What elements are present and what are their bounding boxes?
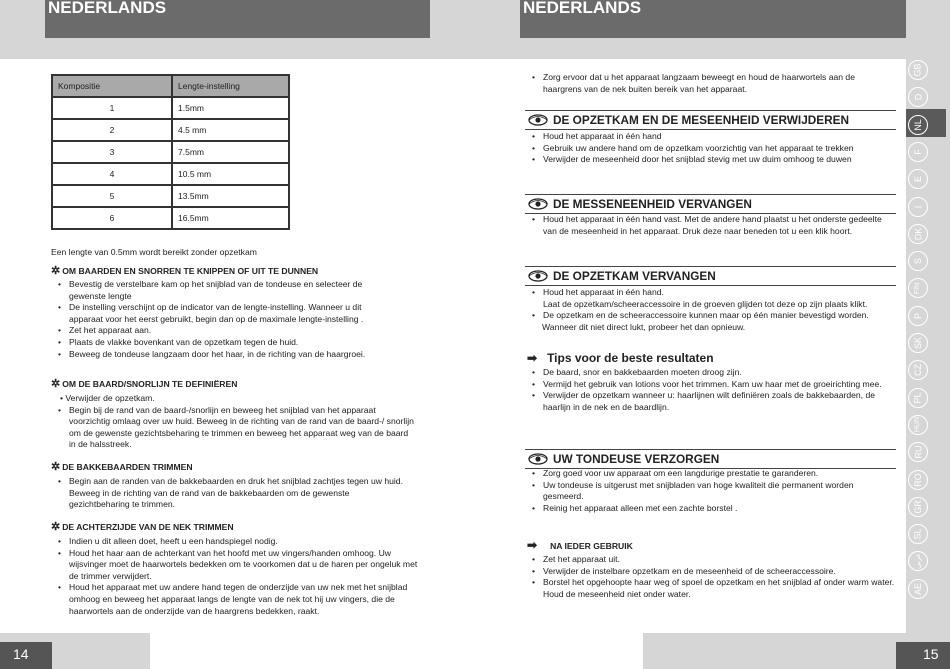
list-item: • Zet het apparaat aan. — [52, 325, 397, 337]
tips-title — [527, 351, 714, 365]
neck-list — [52, 536, 422, 617]
replace-blade-list — [526, 214, 892, 237]
arrow-right-icon: ➡ — [527, 538, 538, 552]
language-tab-ae[interactable] — [908, 579, 928, 599]
list-item: • Begin bij de rand van de baard-/snorlijn en beweeg het snijblad van het apparaat voorzichtig omlaag over uw huid. Beweeg in de richting van de rand van de baard-/ snorlijn om de gewenste gezichtsbeharing te trimmen en beweeg het apparaat weg van de baard in de halsstreek. — [52, 405, 417, 451]
list-item: • Borstel het opgehoopte haar weg of spoel de opzetkam en het snijblad af onder warm water. Houd de meseenheid niet onder water. — [526, 577, 896, 600]
list-item: • Verwijder de opzetkam wanneer u: haarlijnen wilt definiëren zoals de bakkebaarden, de haarlijn in de nek en de baardlijn. — [526, 390, 896, 413]
trim-beard-list — [52, 279, 397, 360]
table-cell: 4 — [52, 163, 172, 185]
language-tab-nl[interactable] — [908, 115, 928, 135]
eye-icon — [528, 453, 548, 465]
language-code: HUN — [914, 417, 922, 433]
table-cell: 5 — [52, 185, 172, 207]
left-page-header: NEDERLANDS — [45, 0, 430, 38]
list-item: • Houd het haar aan de achterkant van het hoofd met uw vingers/handen omhoog. Uw wijsvinger moet de haarwortels bedekken om te voorkomen dat u de haren per ongeluk met de trimmer verwijdert. — [52, 548, 422, 583]
table-row — [52, 163, 289, 185]
section-title-text: DE BAKKEBAARDEN TRIMMEN — [62, 462, 193, 472]
sideburns-list — [52, 476, 412, 511]
section-title-text: DE MESSENEENHEID VERVANGEN — [553, 197, 752, 211]
language-tab-p[interactable] — [908, 306, 928, 326]
define-line-list — [52, 393, 417, 451]
table-cell: 10.5 mm — [172, 163, 289, 185]
table-cell: 3 — [52, 141, 172, 163]
language-code: NL — [912, 118, 923, 131]
language-code: F — [913, 149, 923, 155]
intro-list — [526, 72, 886, 95]
tips-list — [526, 367, 896, 413]
after-use-title — [527, 539, 633, 552]
table-row — [52, 97, 289, 119]
list-item: • De opzetkam en de scheeraccessoire kunnen maar op één manier bevestigd worden. — [526, 310, 898, 322]
list-item: • Uw tondeuse is uitgerust met snijbladen van hoge kwaliteit die permanent worden gesmeerd. — [526, 480, 896, 503]
table-header-cell: Lengte-instelling — [172, 75, 289, 97]
list-item-continuation: Wanneer dit niet direct lukt, probeer het dan opnieuw. — [542, 321, 746, 332]
section-header-remove — [525, 110, 896, 130]
after-use-list — [526, 554, 896, 600]
list-item: • Houd het apparaat in één hand — [526, 131, 896, 143]
language-code: PL — [912, 392, 923, 404]
list-item: • Begin aan de randen van de bakkebaarden en druk het snijblad zachtjes tegen uw huid. Beweeg in de richting van de rand van de bakkebaarden om de gewenste gezichtbeharing te trimmen. — [52, 476, 412, 511]
table-cell: 13.5mm — [172, 185, 289, 207]
table-cell: 2 — [52, 119, 172, 141]
table-row — [52, 141, 289, 163]
language-code: I — [912, 205, 923, 208]
list-item: • Beweeg de tondeuse langzaam door het haar, in de richting van de haargroei. — [52, 349, 397, 361]
language-code: عربي — [914, 553, 922, 570]
list-item: • Gebruik uw andere hand om de opzetkam voorzichtig van het apparaat te trekken — [526, 143, 896, 155]
language-code: S — [912, 258, 923, 265]
list-item-text: Indien u dit alleen doet, heeft u een handspiegel nodig. — [69, 536, 278, 546]
sun-icon: ✲ — [51, 265, 61, 277]
language-tab-pl[interactable] — [908, 388, 928, 408]
language-tab-gb[interactable] — [908, 60, 928, 80]
section-header-replace-blade — [525, 194, 896, 214]
section-title-text: OM BAARDEN EN SNORREN TE KNIPPEN OF UIT TE DUNNEN — [62, 266, 319, 276]
list-item: • Houd het apparaat in één hand vast. Met de andere hand plaatst u het onderste gedeelte van de meseenheid in het apparaat. Druk deze naar beneden tot u een klik hoort. — [526, 214, 892, 237]
list-item-plain — [52, 536, 422, 548]
table-row — [52, 119, 289, 141]
language-code: RU — [913, 445, 923, 459]
list-item: • Verwijder de instelbare opzetkam en de meseenheid of de scheeraccessoire. — [526, 566, 896, 578]
section-title-neck — [51, 521, 234, 533]
length-setting-table — [51, 74, 290, 230]
table-cell: 1.5mm — [172, 97, 289, 119]
list-item: • Zorg ervoor dat u het apparaat langzaam beweegt en houd de haarwortels aan de haargrens van de nek buiten bereik van het apparaat. — [526, 72, 886, 95]
table-cell: 6 — [52, 207, 172, 229]
language-code: SK — [912, 336, 923, 350]
replace-comb-list — [526, 287, 898, 333]
table-header-row — [52, 75, 289, 97]
language-tab-dk[interactable] — [908, 224, 928, 244]
section-header-care — [525, 449, 896, 469]
language-code: DK — [912, 227, 923, 241]
section-title-trim-beard — [51, 265, 318, 277]
language-tab-s[interactable] — [908, 251, 928, 271]
table-cell: 16.5mm — [172, 207, 289, 229]
eye-icon — [528, 198, 548, 210]
table-row — [52, 207, 289, 229]
list-item: • Reinig het apparaat alleen met een zachte borstel . — [526, 503, 896, 515]
language-code: P — [912, 312, 923, 319]
remove-list — [526, 131, 896, 166]
language-code: CZ — [913, 364, 923, 377]
length-note: Een lengte van 0.5mm wordt bereikt zonder opzetkam — [51, 247, 257, 257]
language-code: SL — [912, 528, 923, 540]
list-item: • Houd het apparaat in één hand. — [526, 287, 898, 299]
language-tab-sl[interactable] — [908, 524, 928, 544]
right-page-number: 15 — [896, 642, 950, 669]
table-row — [52, 185, 289, 207]
language-tab-sk[interactable] — [908, 333, 928, 353]
list-item: • Houd het apparaat met uw andere hand tegen de onderzijde van uw nek met het snijblad omhoog en beweeg het apparaat langs de lengte van de nek tot hij uw vingers, die de haarwortels aan de onderzijde van de haargrens bedekken, raakt. — [52, 582, 422, 617]
language-code: GB — [912, 63, 923, 77]
language-code: RO — [913, 472, 923, 487]
table-header-cell: Kompositie — [52, 75, 172, 97]
section-title-text: DE OPZETKAM EN DE MESEENHEID VERWIJDEREN — [553, 113, 850, 127]
list-item: • Plaats de vlakke bovenkant van de opzetkam tegen de huid. — [52, 337, 397, 349]
list-item: • Zet het apparaat uit. — [526, 554, 896, 566]
sun-icon: ✲ — [51, 461, 61, 473]
list-item: • Bevestig de verstelbare kam op het snijblad van de tondeuse en selecteer de gewenste lengte — [52, 279, 397, 302]
left-page-number: 14 — [0, 642, 52, 669]
section-title-text: UW TONDEUSE VERZORGEN — [553, 452, 720, 466]
right-page-header: NEDERLANDS — [520, 0, 906, 38]
language-tab-i[interactable] — [908, 197, 928, 217]
section-title-text: DE OPZETKAM VERVANGEN — [553, 269, 716, 283]
care-list — [526, 468, 896, 514]
language-tab-ro[interactable] — [908, 470, 928, 490]
sun-icon: ✲ — [51, 378, 61, 390]
table-cell: 1 — [52, 97, 172, 119]
section-title-text: DE ACHTERZIJDE VAN DE NEK TRIMMEN — [62, 522, 234, 532]
section-title-define-line — [51, 378, 237, 390]
language-tab-hun[interactable] — [908, 415, 928, 435]
list-item: • Verwijder de meseenheid door het snijblad stevig met uw duim omhoog te duwen — [526, 154, 896, 166]
sun-icon: ✲ — [51, 521, 61, 533]
eye-icon — [528, 270, 548, 282]
list-item: • De instelling verschijnt op de indicator van de lengte-instelling. Wanneer u dit apparaat voor het eerst gebruikt, begin dan op de maximale lengte-instelling . — [52, 302, 397, 325]
section-title-text: NA IEDER GEBRUIK — [550, 541, 633, 551]
section-title-sideburns — [51, 461, 193, 473]
table-cell: 7.5mm — [172, 141, 289, 163]
list-item: • Zorg goed voor uw apparaat om een langdurige prestatie te garanderen. — [526, 468, 896, 480]
language-code: GR — [913, 500, 923, 514]
list-item: • Verwijder de opzetkam. — [60, 393, 155, 403]
arrow-right-icon: ➡ — [527, 351, 538, 365]
table-cell: 4.5 mm — [172, 119, 289, 141]
language-code: D — [913, 94, 923, 101]
language-code: E — [912, 176, 923, 183]
section-title-text: OM DE BAARD/SNORLIJN TE DEFINIËREN — [62, 379, 238, 389]
language-code: FIN — [914, 282, 922, 295]
language-tab-f[interactable] — [908, 142, 928, 162]
list-item-continuation: Laat de opzetkam/scheeraccessoire in de groeven glijden tot deze op zijn plaats klikt. — [543, 298, 868, 309]
list-item: • Vermijd het gebruik van lotions voor het trimmen. Kam uw haar met de groeirichting mee. — [526, 379, 896, 391]
language-tab-gr[interactable] — [908, 497, 928, 517]
section-title-text: Tips voor de beste resultaten — [547, 351, 714, 365]
list-item: • De baard, snor en bakkebaarden moeten droog zijn. — [526, 367, 896, 379]
language-code: AE — [912, 582, 923, 595]
eye-icon — [528, 114, 548, 126]
section-header-replace-comb — [525, 266, 896, 286]
